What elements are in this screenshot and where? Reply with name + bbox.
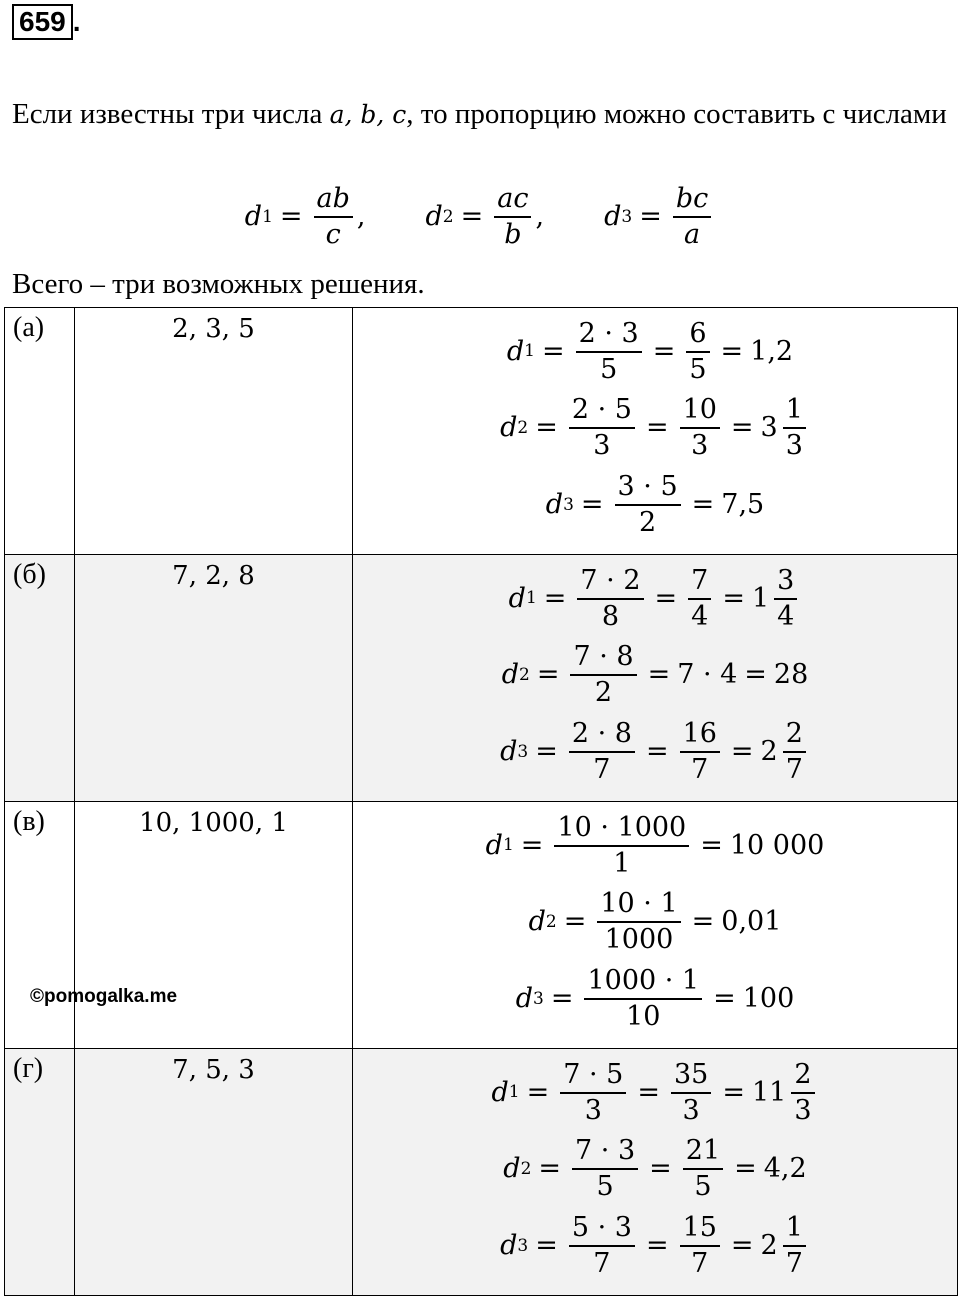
general-formulas bbox=[0, 183, 960, 250]
table-row bbox=[5, 1049, 958, 1296]
solution-d1: d 1 = $\frac{7 \cdot 2}{8}$ = $\frac{7}{4}$ = 1 $\frac{3}{4}$ bbox=[509, 565, 802, 632]
solution-d3: d 3 = $\frac{5 \cdot 3}{7}$ = $\frac{15}{7}$ = 2 $\frac{1}{7}$ bbox=[500, 1212, 810, 1279]
formula-d2: d 2 = $\frac{ac}{b}$ , bbox=[425, 183, 545, 251]
intro-text-before: Если известны три числа bbox=[12, 98, 330, 130]
row-solution bbox=[353, 1049, 958, 1296]
row-numbers: 10, 1000, 1 bbox=[75, 802, 353, 1049]
row-label: (г) bbox=[5, 1049, 75, 1296]
row-label: (б) bbox=[5, 555, 75, 802]
row-numbers: 2, 3, 5 bbox=[75, 308, 353, 555]
table-row bbox=[5, 308, 958, 555]
solution-d3: d 3 = $\frac{2 \cdot 8}{7}$ = $\frac{16}{7}$ = 2 $\frac{2}{7}$ bbox=[500, 718, 810, 785]
table-row bbox=[5, 802, 958, 1049]
row-solution bbox=[353, 555, 958, 802]
solution-d2: d 2 = $\frac{10 \cdot 1}{1000}$ = 0,01 bbox=[528, 888, 782, 956]
row-numbers: 7, 2, 8 bbox=[75, 555, 353, 802]
formula-d3: d 3 = $\frac{bc}{a}$ bbox=[604, 183, 715, 250]
row-solution bbox=[353, 308, 958, 555]
task-number-dot: . bbox=[72, 6, 81, 37]
row-label: (а) bbox=[5, 308, 75, 555]
task-number bbox=[12, 4, 81, 40]
row-numbers: 7, 5, 3 bbox=[75, 1049, 353, 1296]
solution-d3: d 3 = $\frac{1000 \cdot 1}{10}$ = 100 bbox=[515, 965, 795, 1033]
solution-d1: d 1 = $\frac{10 \cdot 1000}{1}$ = 10 000 bbox=[485, 811, 825, 879]
watermark: ©pomogalka.me bbox=[30, 986, 178, 1007]
solution-d2: d 2 = $\frac{7 \cdot 8}{2}$ = 7 · 4 = 28 bbox=[501, 641, 809, 709]
solution-d2: d 2 = $\frac{2 \cdot 5}{3}$ = $\frac{10}{3}$ = 3 $\frac{1}{3}$ bbox=[500, 394, 810, 461]
row-solution bbox=[353, 802, 958, 1049]
intro-paragraph bbox=[12, 92, 948, 137]
solution-d1: d 1 = $\frac{2 \cdot 3}{5}$ = $\frac{6}{5}$ = 1,2 bbox=[506, 317, 794, 385]
formula-d1: d 1 = $\frac{ab}{c}$ , bbox=[244, 183, 366, 251]
intro-variables: a, b, c bbox=[329, 100, 407, 129]
solution-d1: d 1 = $\frac{7 \cdot 5}{3}$ = $\frac{35}{3}$ = 11 $\frac{2}{3}$ bbox=[491, 1059, 818, 1126]
row-label: (в) bbox=[5, 802, 75, 1049]
solutions-table bbox=[4, 307, 958, 1296]
summary-text: Всего – три возможных решения. bbox=[12, 268, 425, 300]
intro-text-after: , то пропорцию можно составить с числами bbox=[406, 98, 947, 130]
table-row bbox=[5, 555, 958, 802]
solution-d3: d 3 = $\frac{3 \cdot 5}{2}$ = 7,5 bbox=[545, 471, 765, 539]
task-number-box: 659 bbox=[12, 4, 73, 40]
solution-d2: d 2 = $\frac{7 \cdot 3}{5}$ = $\frac{21}{5}$ = 4,2 bbox=[503, 1135, 807, 1203]
